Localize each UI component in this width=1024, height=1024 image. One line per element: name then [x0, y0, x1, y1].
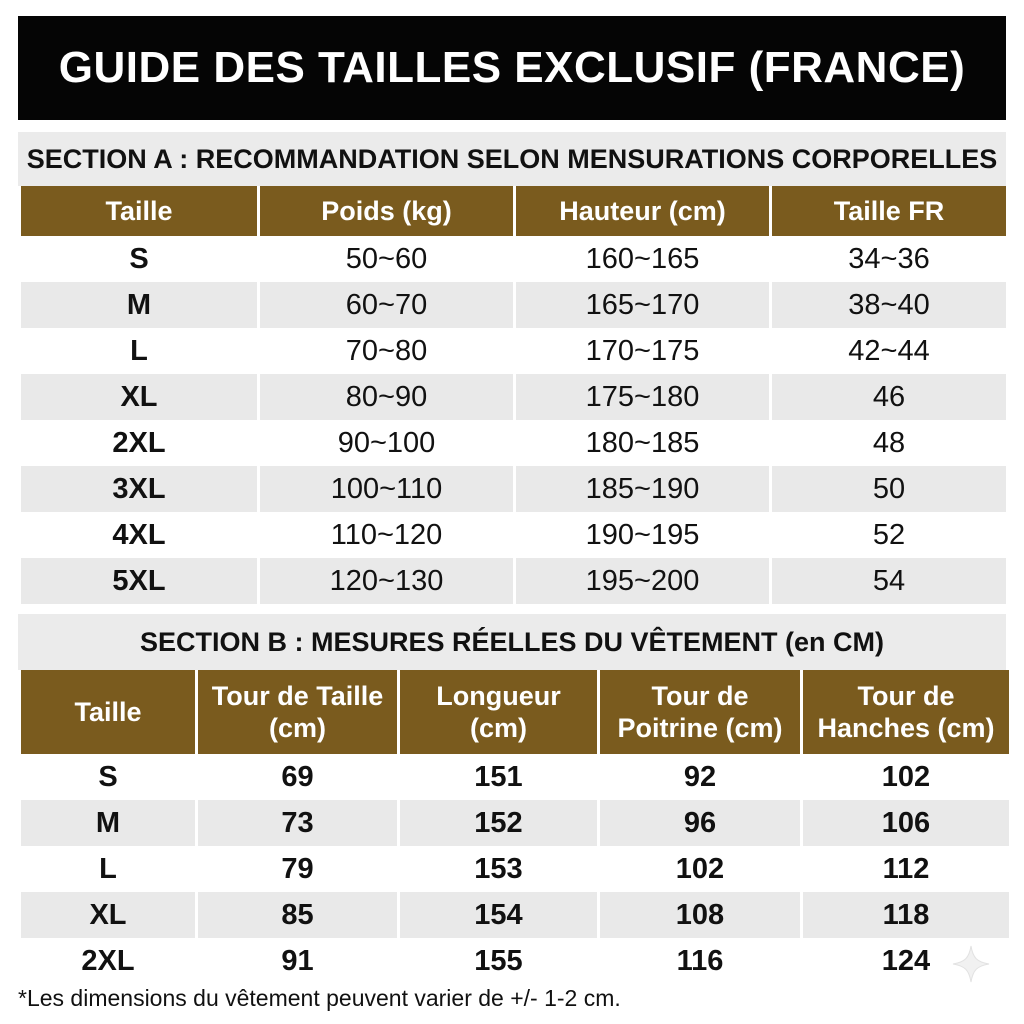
value-cell: 124 [803, 938, 1009, 984]
value-cell: 73 [198, 800, 397, 846]
column-header: Longueur (cm) [400, 670, 597, 754]
value-cell: 151 [400, 754, 597, 800]
table-row [21, 236, 1006, 282]
size-cell: 4XL [21, 512, 257, 558]
table-row [21, 466, 1006, 512]
value-cell: 79 [198, 846, 397, 892]
value-cell: 34~36 [772, 236, 1006, 282]
value-cell: 102 [600, 846, 800, 892]
value-cell: 46 [772, 374, 1006, 420]
column-header: Taille FR [772, 186, 1006, 236]
column-header: Tour de Hanches (cm) [803, 670, 1009, 754]
value-cell: 102 [803, 754, 1009, 800]
value-cell: 92 [600, 754, 800, 800]
size-cell: L [21, 846, 195, 892]
value-cell: 50 [772, 466, 1006, 512]
size-cell: 2XL [21, 938, 195, 984]
table-row [21, 800, 1009, 846]
value-cell: 91 [198, 938, 397, 984]
value-cell: 170~175 [516, 328, 769, 374]
column-header: Taille [21, 670, 195, 754]
page-title: GUIDE DES TAILLES EXCLUSIF (FRANCE) [18, 16, 1006, 120]
value-cell: 48 [772, 420, 1006, 466]
value-cell: 100~110 [260, 466, 513, 512]
value-cell: 108 [600, 892, 800, 938]
value-cell: 155 [400, 938, 597, 984]
table-header-row [21, 670, 1009, 754]
value-cell: 106 [803, 800, 1009, 846]
table-header-row [21, 186, 1006, 236]
value-cell: 118 [803, 892, 1009, 938]
table-row [21, 374, 1006, 420]
value-cell: 52 [772, 512, 1006, 558]
size-cell: XL [21, 374, 257, 420]
value-cell: 70~80 [260, 328, 513, 374]
table-row [21, 754, 1009, 800]
value-cell: 154 [400, 892, 597, 938]
size-cell: 5XL [21, 558, 257, 604]
value-cell: 38~40 [772, 282, 1006, 328]
value-cell: 152 [400, 800, 597, 846]
size-cell: XL [21, 892, 195, 938]
value-cell: 185~190 [516, 466, 769, 512]
value-cell: 90~100 [260, 420, 513, 466]
column-header: Poids (kg) [260, 186, 513, 236]
value-cell: 50~60 [260, 236, 513, 282]
size-cell: 2XL [21, 420, 257, 466]
value-cell: 165~170 [516, 282, 769, 328]
size-cell: 3XL [21, 466, 257, 512]
value-cell: 42~44 [772, 328, 1006, 374]
sparkle-icon [951, 944, 991, 984]
size-cell: S [21, 754, 195, 800]
table-row [21, 846, 1009, 892]
section-a-heading: SECTION A : RECOMMANDATION SELON MENSURATIONS CORPORELLES [18, 132, 1006, 186]
size-cell: S [21, 236, 257, 282]
table-row [21, 328, 1006, 374]
table-row [21, 558, 1006, 604]
table-row [21, 282, 1006, 328]
column-header: Hauteur (cm) [516, 186, 769, 236]
value-cell: 120~130 [260, 558, 513, 604]
table-row [21, 512, 1006, 558]
value-cell: 54 [772, 558, 1006, 604]
column-header: Tour de Taille (cm) [198, 670, 397, 754]
value-cell: 85 [198, 892, 397, 938]
value-cell: 160~165 [516, 236, 769, 282]
size-cell: L [21, 328, 257, 374]
value-cell: 153 [400, 846, 597, 892]
value-cell: 190~195 [516, 512, 769, 558]
value-cell: 195~200 [516, 558, 769, 604]
value-cell: 110~120 [260, 512, 513, 558]
table-row [21, 892, 1009, 938]
value-cell: 60~70 [260, 282, 513, 328]
size-cell: M [21, 282, 257, 328]
value-cell: 80~90 [260, 374, 513, 420]
value-cell: 175~180 [516, 374, 769, 420]
value-cell: 112 [803, 846, 1009, 892]
column-header: Taille [21, 186, 257, 236]
footnote: *Les dimensions du vêtement peuvent varier de +/- 1-2 cm. [18, 985, 621, 1011]
value-cell: 96 [600, 800, 800, 846]
value-cell: 180~185 [516, 420, 769, 466]
size-cell: M [21, 800, 195, 846]
garment-measurements-table [18, 670, 1012, 984]
section-b-heading: SECTION B : MESURES RÉELLES DU VÊTEMENT (en CM) [18, 614, 1006, 670]
value-cell: 116 [600, 938, 800, 984]
value-cell: 69 [198, 754, 397, 800]
table-row [21, 420, 1006, 466]
column-header: Tour de Poitrine (cm) [600, 670, 800, 754]
table-row [21, 938, 1009, 984]
body-measurements-table [18, 186, 1009, 604]
